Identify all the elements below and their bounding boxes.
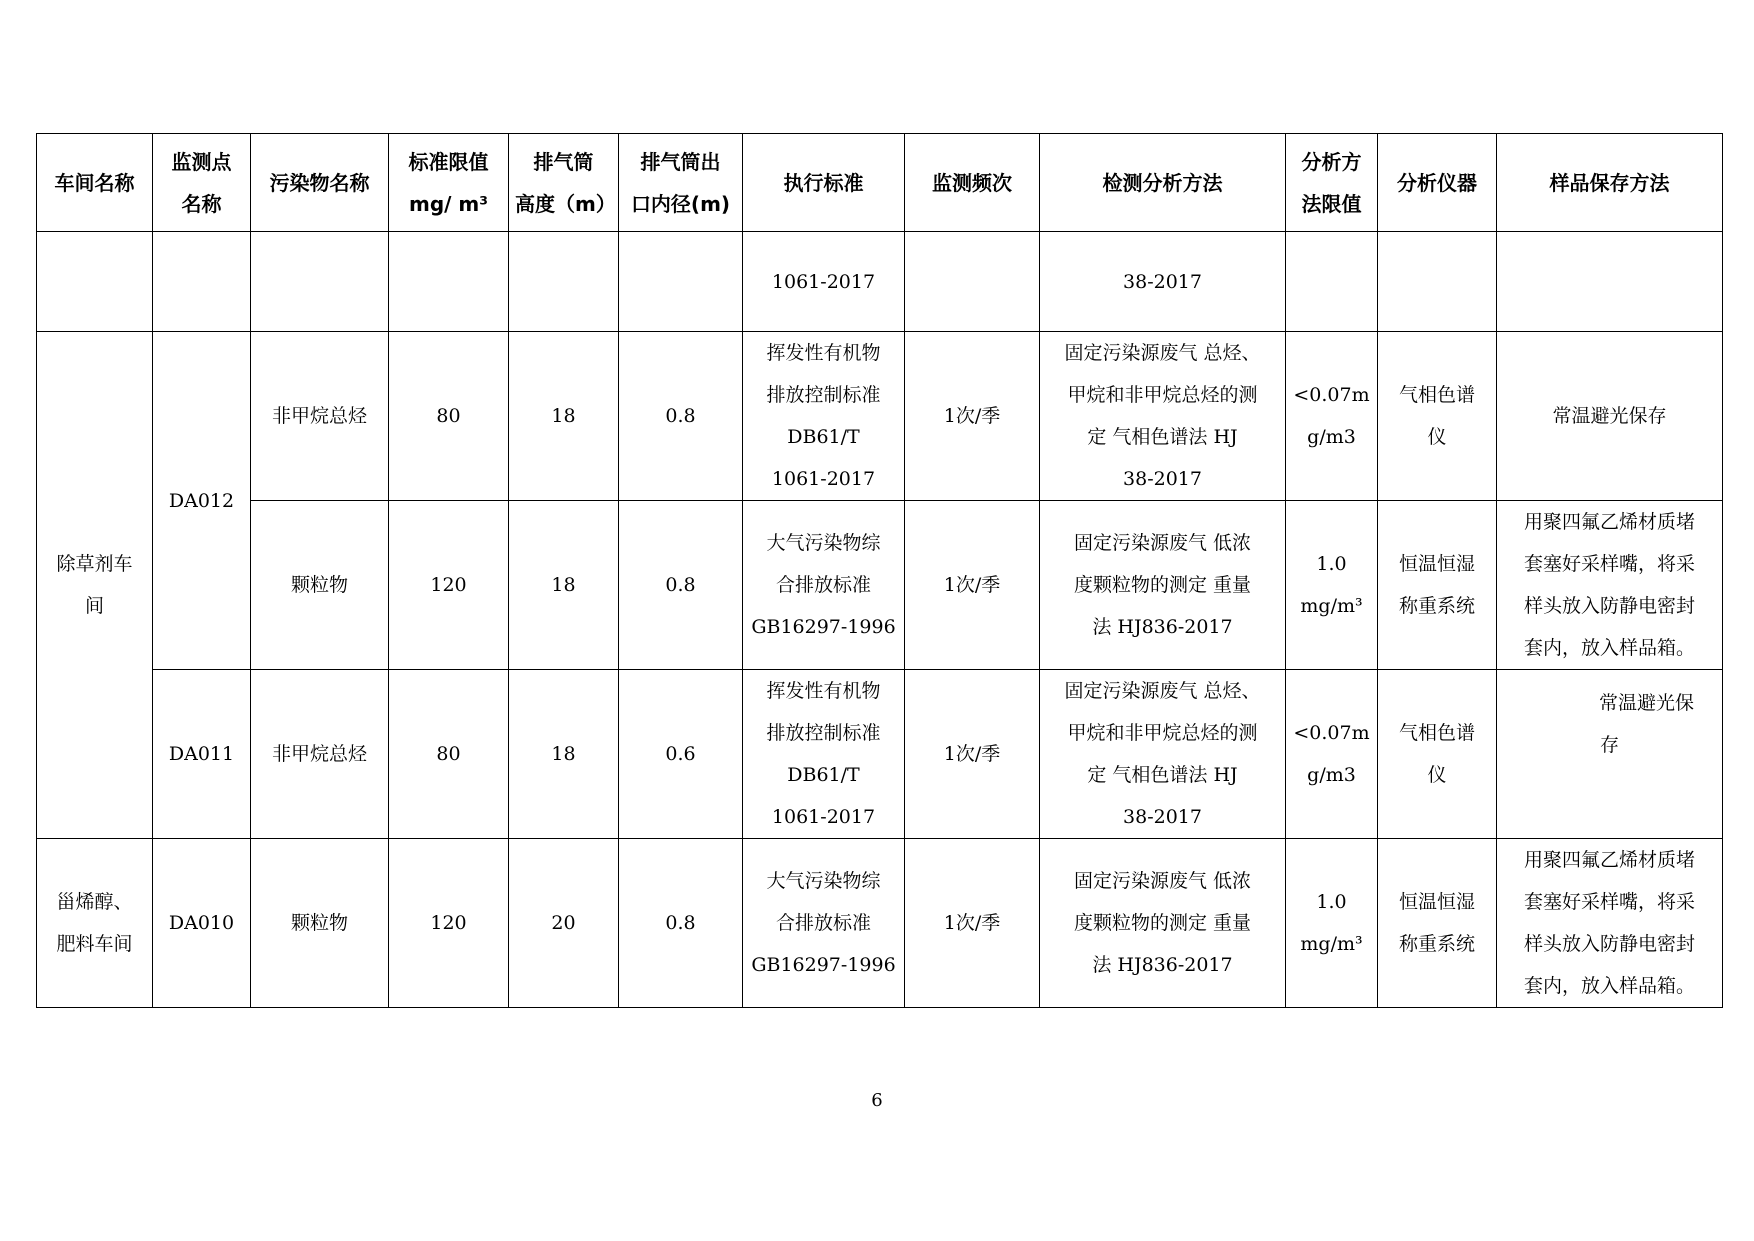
standard-cell: 大气污染物综 合排放标准 GB16297-1996	[743, 839, 905, 1008]
method-limit-cell: <0.07m g/m3	[1286, 670, 1378, 839]
pollutant-cell: 颗粒物	[251, 839, 389, 1008]
storage-cell: 用聚四氟乙烯材质堵 套塞好采样嘴，将采 样头放入防静电密封 套内，放入样品箱。	[1497, 839, 1723, 1008]
height-cell: 18	[509, 332, 619, 501]
standard-cell: 大气污染物综 合排放标准 GB16297-1996	[743, 501, 905, 670]
standard-cell: 挥发性有机物 排放控制标准 DB61/T 1061-2017	[743, 670, 905, 839]
storage-cell: 常温避光保 存	[1497, 670, 1723, 839]
header-frequency: 监测频次	[905, 134, 1040, 232]
diameter-cell: 0.8	[619, 332, 743, 501]
method-cell: 固定污染源废气 总烃、 甲烷和非甲烷总烃的测 定 气相色谱法 HJ 38-2017	[1040, 670, 1286, 839]
method-limit-cell: 1.0 mg/m³	[1286, 839, 1378, 1008]
limit-cell: 80	[389, 670, 509, 839]
header-instrument: 分析仪器	[1378, 134, 1497, 232]
frequency-cell: 1次/季	[905, 670, 1040, 839]
height-cell: 18	[509, 670, 619, 839]
standard-cell: 挥发性有机物 排放控制标准 DB61/T 1061-2017	[743, 332, 905, 501]
storage-cell: 常温避光保存	[1497, 332, 1723, 501]
page-number: 6	[871, 1090, 883, 1111]
table-row	[37, 670, 1723, 839]
height-cell: 18	[509, 501, 619, 670]
frequency-cell: 1次/季	[905, 501, 1040, 670]
table-row	[37, 332, 1723, 501]
method-cell: 固定污染源废气 低浓 度颗粒物的测定 重量 法 HJ836-2017	[1040, 501, 1286, 670]
table-row-continuation	[37, 232, 1723, 332]
pollutant-cell: 非甲烷总烃	[251, 670, 389, 839]
workshop-steroid: 甾烯醇、 肥料车间	[37, 839, 153, 1008]
cont-standard: 1061-2017	[743, 232, 905, 332]
header-point: 监测点 名称	[153, 134, 251, 232]
header-row	[37, 134, 1723, 232]
limit-cell: 80	[389, 332, 509, 501]
header-method: 检测分析方法	[1040, 134, 1286, 232]
header-storage: 样品保存方法	[1497, 134, 1723, 232]
point-da011: DA011	[153, 670, 251, 839]
point-da012: DA012	[153, 332, 251, 670]
table-row	[37, 501, 1723, 670]
header-height: 排气筒 高度（m）	[509, 134, 619, 232]
diameter-cell: 0.8	[619, 839, 743, 1008]
header-method-limit: 分析方 法限值	[1286, 134, 1378, 232]
method-cell: 固定污染源废气 总烃、 甲烷和非甲烷总烃的测 定 气相色谱法 HJ 38-2017	[1040, 332, 1286, 501]
pollutant-cell: 非甲烷总烃	[251, 332, 389, 501]
monitoring-table	[36, 133, 1723, 1008]
instrument-cell: 恒温恒湿 称重系统	[1378, 501, 1497, 670]
diameter-cell: 0.8	[619, 501, 743, 670]
workshop-herbicide: 除草剂车 间	[37, 332, 153, 839]
point-da010: DA010	[153, 839, 251, 1008]
table-row	[37, 839, 1723, 1008]
method-limit-cell: 1.0 mg/m³	[1286, 501, 1378, 670]
cont-method: 38-2017	[1040, 232, 1286, 332]
frequency-cell: 1次/季	[905, 332, 1040, 501]
method-cell: 固定污染源废气 低浓 度颗粒物的测定 重量 法 HJ836-2017	[1040, 839, 1286, 1008]
method-limit-cell: <0.07m g/m3	[1286, 332, 1378, 501]
height-cell: 20	[509, 839, 619, 1008]
instrument-cell: 气相色谱 仪	[1378, 332, 1497, 501]
limit-cell: 120	[389, 501, 509, 670]
frequency-cell: 1次/季	[905, 839, 1040, 1008]
header-diameter: 排气筒出 口内径(m)	[619, 134, 743, 232]
pollutant-cell: 颗粒物	[251, 501, 389, 670]
storage-cell: 用聚四氟乙烯材质堵 套塞好采样嘴，将采 样头放入防静电密封 套内，放入样品箱。	[1497, 501, 1723, 670]
header-workshop: 车间名称	[37, 134, 153, 232]
header-pollutant: 污染物名称	[251, 134, 389, 232]
instrument-cell: 恒温恒湿 称重系统	[1378, 839, 1497, 1008]
header-standard: 执行标准	[743, 134, 905, 232]
limit-cell: 120	[389, 839, 509, 1008]
header-limit: 标准限值 mg/ m³	[389, 134, 509, 232]
diameter-cell: 0.6	[619, 670, 743, 839]
instrument-cell: 气相色谱 仪	[1378, 670, 1497, 839]
